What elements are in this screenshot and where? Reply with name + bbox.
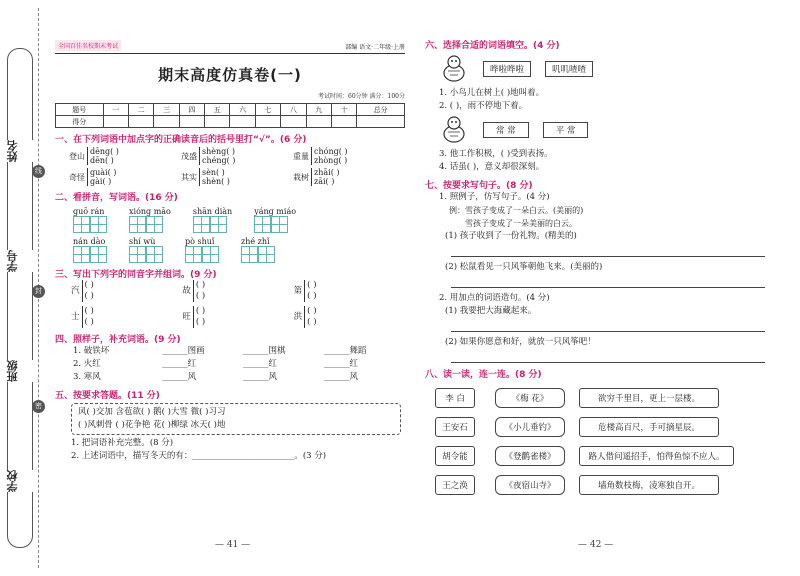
idiom-box [71,403,401,435]
score-cell[interactable] [103,116,128,128]
choice-word: 登山 [69,151,85,161]
homophone-blank[interactable]: ( ) [84,291,94,301]
homophone-blank[interactable]: ( ) [307,306,317,316]
pinyin-item [129,237,163,263]
question-text: (1) 我要把大海藏起来。 [445,306,537,316]
score-header: 四 [179,104,204,116]
pattern-blank[interactable]: ______红 [162,359,197,369]
homophone-item [294,306,405,328]
choice-option[interactable]: shèn( ) [202,177,230,186]
homophone-blank[interactable]: ( ) [307,317,317,327]
time-info: 考试时间：60分钟 满分：100分 [318,93,405,100]
pattern-blank[interactable]: ______风 [243,372,278,382]
choice-item [293,168,405,186]
question-text: 1. 把词语补充完整。(8 分) [71,438,174,448]
choice-word: 其实 [181,172,197,182]
score-cell[interactable] [357,116,405,128]
homophone-blank[interactable]: ( ) [195,317,206,327]
word-option[interactable]: 平 常 [543,122,589,138]
turtle-mascot-icon [439,115,469,145]
pinyin-text: shí wù [129,237,156,246]
question-text: 2. 用加点的词语造句。(4 分) [439,293,550,303]
question-text[interactable]: 2. 上述词语中，描写冬天的有：________________________。(3 分) [71,451,327,461]
choice-word: 奇怪 [69,172,85,182]
word-option[interactable]: 哗啦哗啦 [483,61,531,77]
score-cell[interactable] [230,116,255,128]
choice-option[interactable]: sèn( ) [202,168,225,177]
idiom-line[interactable]: ( )风刺骨 ( )花争艳 花( )柳绿 冰天( )地 [78,420,226,430]
choice-word: 重量 [293,151,309,161]
writing-grid[interactable] [241,246,275,263]
pinyin-row [73,237,405,263]
homophone-char: 汽 [71,285,80,296]
homophone-char: 洪 [293,311,303,322]
writing-grid[interactable] [73,246,107,263]
exam-title: 期末高度仿真卷(一) [158,66,302,84]
homophone-char: 故 [182,285,191,296]
section-6-title: 六、选择合适的词语填空。(4 分) [425,41,560,51]
homophone-blank[interactable]: ( ) [84,306,94,316]
choice-option[interactable]: dēng( ) [90,147,119,156]
score-header: 三 [154,104,179,116]
homophone-blank[interactable]: ( ) [195,280,206,290]
writing-grid[interactable] [193,216,232,233]
homophone-blank[interactable]: ( ) [307,291,317,301]
choice-option[interactable]: shèng( ) [202,147,236,156]
section-1-title: 一、在下列词语中加点字的正确读音后的括号里打“√”。(6 分) [55,135,307,145]
question-text: 1. 照例子，仿写句子。(4 分) [439,192,550,202]
pinyin-item [73,207,107,233]
score-cell[interactable] [331,116,356,128]
homophone-blank[interactable]: ( ) [84,317,94,327]
pinyin-text: yáng miáo [254,207,297,216]
word-option[interactable]: 常 常 [483,122,529,138]
choice-option[interactable]: guài( ) [90,168,117,177]
choice-option[interactable]: chóng( ) [314,147,348,156]
school-label: 学校 [5,470,35,492]
right-page [425,34,785,495]
homophone-blank[interactable]: ( ) [84,280,94,290]
score-cell[interactable] [306,116,331,128]
score-header: 九 [306,104,331,116]
word-option[interactable]: 叽叽喳喳 [545,61,593,77]
class-label: 班级 [5,360,35,382]
writing-grid[interactable] [73,216,107,233]
pattern-blank[interactable]: ______风 [162,372,197,382]
choice-option[interactable]: gài( ) [90,177,112,186]
edition-label: 部编 语文·二年级·上册 [345,44,405,51]
homophone-char: 第 [293,285,303,296]
homophone-item [71,306,182,328]
school-tag: 全国百佳名校期末考试 [55,40,121,51]
pattern-blank[interactable]: ______红 [243,359,278,369]
left-page [55,40,405,463]
page-number-right: — 42 — [578,540,614,550]
score-header: 一 [103,104,128,116]
poem-line-box[interactable]: 墙角数枝梅，凌寒独自开。 [579,475,719,495]
choice-word: 茂盛 [181,151,197,161]
pinyin-text: xióng māo [129,207,171,216]
choice-item [69,147,181,165]
section-2-title: 二、看拼音，写词语。(16 分) [55,193,178,203]
fill-sentence[interactable]: 4. 话虽( )，意义却很深刻。 [439,162,545,172]
pattern-blank[interactable]: ______红 [324,359,359,369]
example-text: 例：雪孩子变成了一朵白云。(美丽的) [449,206,584,215]
homophone-char: 士 [71,311,80,322]
pinyin-choice-grid [69,147,405,186]
pattern-blank[interactable]: ______图画 [162,346,205,356]
fill-sentence[interactable]: 3. 他工作积极，( )受到表扬。 [439,149,553,159]
pinyin-text: guō rán [73,207,105,216]
author-box[interactable]: 李 白 [435,388,475,408]
turtle-mascot-icon [439,54,469,84]
score-header: 二 [128,104,153,116]
choice-option[interactable]: zhāi( ) [314,168,340,177]
student-id-label: 学号 [5,250,35,272]
idiom-line[interactable]: 风( )交加 含苞欲( ) 鹅( )大雪 微( )习习 [78,407,226,417]
homophone-item [71,280,182,302]
poem-box[interactable]: 《小儿垂钓》 [495,417,565,437]
pattern-example: 2. 火红 [73,359,101,369]
choice-option[interactable]: zāi( ) [314,177,335,186]
score-table [55,103,405,128]
homophone-item [294,280,405,302]
pattern-example: 1. 破铁坏 [73,346,110,356]
poem-line-box[interactable]: 危楼高百尺，手可摘星辰。 [579,417,719,437]
homophone-item [182,280,293,302]
homophone-item [182,306,293,328]
writing-grid[interactable] [185,246,219,263]
poem-line-box[interactable]: 欲穷千里目，更上一层楼。 [579,388,719,408]
choice-item [181,147,293,165]
score-cell[interactable] [281,116,306,128]
score-header: 题号 [56,104,104,116]
word-choice-row [439,115,785,145]
score-cell[interactable] [179,116,204,128]
writing-grid[interactable] [254,216,296,233]
word-pattern-grid [73,345,405,384]
name-label: 姓名 [5,140,35,162]
seal-mark: 密 [32,400,45,413]
author-box[interactable]: 胡令能 [435,446,475,466]
fill-sentence[interactable]: 1. 小鸟儿在树上( )地叫着。 [439,88,545,98]
pinyin-row [73,207,405,233]
choice-item [181,168,293,186]
author-box[interactable]: 王安石 [435,417,475,437]
choice-item [69,168,181,186]
score-header: 八 [281,104,306,116]
pinyin-text: nán dào [73,237,106,246]
pinyin-text: zhé zhǐ [241,237,270,246]
score-cell[interactable] [205,116,230,128]
section-5-title: 五、按要求答题。(11 分) [55,391,160,401]
section-7-title: 七、按要求写句子。(8 分) [425,181,533,191]
score-cell[interactable] [128,116,153,128]
answer-line[interactable] [451,245,765,257]
seal-mark: 线 [32,165,45,178]
writing-grid[interactable] [129,246,163,263]
binding-spine [0,0,48,576]
question-text: (1) 孩子收到了一份礼物。(精美的) [445,231,577,241]
question-text: (2) 如果你愿意和好，就放一只风筝吧！ [445,337,596,347]
page-number-left: — 41 — [215,540,251,550]
pinyin-item [254,207,296,233]
homophone-char: 旺 [182,311,191,322]
seal-mark: 封 [32,285,45,298]
homophone-blank[interactable]: ( ) [195,306,206,316]
author-box[interactable]: 王之涣 [435,475,475,495]
choice-item [293,147,405,165]
poem-box[interactable]: 《梅 花》 [495,388,565,408]
score-row-label: 得分 [56,116,104,128]
word-choice-row [439,54,785,84]
page-header [55,40,405,54]
score-cell[interactable] [154,116,179,128]
pattern-blank[interactable]: ______舞蹈 [324,346,367,356]
answer-line[interactable] [451,351,765,363]
score-cell[interactable] [255,116,280,128]
poem-line-box[interactable]: 路人借问遥招手，怕得鱼惊不应人。 [579,446,734,466]
pinyin-item [241,237,275,263]
question-text: (2) 松鼠看见一只风筝朝他飞来。(美丽的) [445,262,603,272]
pattern-blank[interactable]: ______围棋 [243,346,286,356]
pattern-example: 3. 寒风 [73,372,101,382]
answer-line[interactable] [451,320,765,332]
choice-option[interactable]: dēn( ) [90,156,114,165]
poem-box[interactable]: 《夜宿山寺》 [495,475,565,495]
section-4-title: 四、照样子，补充词语。(9 分) [55,335,181,345]
pinyin-item [193,207,232,233]
choice-option[interactable]: zhòng( ) [314,156,348,165]
section-3-title: 三、写出下列字的同音字并组词。(9 分) [55,270,217,280]
pinyin-item [73,237,107,263]
pinyin-text: shān diàn [192,207,233,216]
homophone-grid [71,280,405,328]
fill-sentence[interactable]: 2. ( )，雨不停地下着。 [439,101,528,111]
score-header: 六 [230,104,255,116]
writing-grid[interactable] [129,216,171,233]
pinyin-item [129,207,171,233]
answer-line[interactable] [451,276,765,288]
pinyin-item [185,237,219,263]
homophone-blank[interactable]: ( ) [195,291,206,301]
section-8-title: 八、读一读，连一连。(8 分) [425,370,542,380]
pinyin-text: pò shuǐ [185,237,215,246]
pattern-blank[interactable]: ______风 [324,372,359,382]
score-header: 五 [205,104,230,116]
poem-box[interactable]: 《登鹳雀楼》 [495,446,565,466]
example-text: 雪孩子变成了一朵美丽的白云。 [465,219,577,228]
score-header: 七 [255,104,280,116]
choice-word: 栽树 [293,172,309,182]
homophone-blank[interactable]: ( ) [307,280,317,290]
matching-grid [435,388,785,495]
choice-option[interactable]: chéng( ) [202,156,236,165]
score-header: 总分 [357,104,405,116]
score-header: 十 [331,104,356,116]
